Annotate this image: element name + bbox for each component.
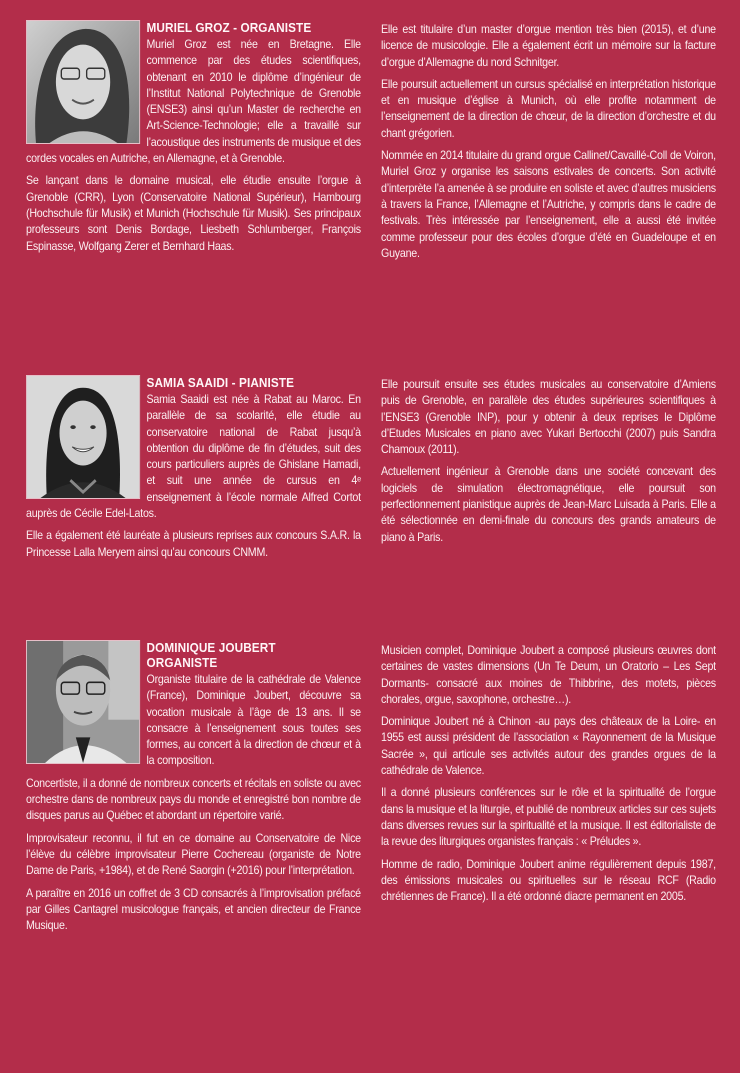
photo-samia-saaidi — [26, 375, 140, 499]
photo-dominique-joubert — [26, 640, 140, 764]
bio-paragraph: Elle poursuit ensuite ses études musicales au conservatoire d’Amiens puis de Grenoble, en parallèle des études supérieures scientifiques à l’ENSE3 (Grenoble INP), pour y obtenir à deux reprises le Diplôme d’Etudes Musicales en piano avec Yukari Bertocchi (2007) puis Sandra Chamoux (2011). — [381, 378, 716, 457]
bio-dominique-joubert-right — [381, 643, 716, 911]
bio-paragraph: Improvisateur reconnu, il fut en ce domaine au Conservatoire de Nice l’élève du célèbre improvisateur Pierre Cochereau (organiste de Notre Dame de Paris, +1984), et de René Saorgin (+2016) pour l’interprétation. — [26, 831, 361, 878]
bio-heading-line1: DOMINIQUE JOUBERT — [146, 640, 276, 655]
bio-heading-line2: ORGANISTE — [146, 655, 218, 670]
portrait-man-glasses-icon — [27, 641, 139, 763]
bio-paragraph: Elle a également été lauréate à plusieurs reprises aux concours S.A.R. la Princesse Lalla Meryem ainsi qu’au concours CNMM. — [26, 529, 361, 559]
portrait-woman-dark-hair-icon — [27, 376, 139, 498]
bio-samia-saaidi-left — [26, 375, 361, 567]
bio-paragraph: Homme de radio, Dominique Joubert anime régulièrement depuis 1987, des émissions musicales ou spirituelles sur le réseau RCF (Radio chrétiennes de France). Il a été ordonné diacre permanent en 2005. — [381, 857, 716, 904]
bio-paragraph: Samia Saaidi est née à Rabat au Maroc. En parallèle de sa scolarité, elle étudie au conservatoire national de Rabat jusqu’à obtention du diplôme de fin d’études, suit des cours particuliers auprès de Ghislane Hamadi, et suit une année de cursus en 4ᵉ enseignement à l’école normale Alfred Cortot auprès de Cécile Edel-Latos. — [26, 393, 361, 521]
bio-heading: MURIEL GROZ - ORGANISTE — [146, 20, 312, 35]
bio-dominique-joubert-left — [26, 640, 361, 940]
bio-paragraph: Actuellement ingénieur à Grenoble dans une société concevant des logiciels de simulation électromagnétique, elle poursuit son perfectionnement pianistique auprès de Jean-Marc Luisada à Paris. Elle a été sélectionnée en demi-finale du concours des grands amateurs de piano à Paris. — [381, 465, 716, 544]
bio-paragraph: Musicien complet, Dominique Joubert a composé plusieurs œuvres dont certaines de vastes dimensions (Un Te Deum, un Oratorio – Les Sept Dormants- consacré aux moines de Thibbrine, des motets, pièces chorales, orgue, saxophone, orchestre…). — [381, 644, 716, 706]
bio-paragraph: A paraître en 2016 un coffret de 3 CD consacrés à l’improvisation préfacé par Gilles Cantagrel musicologue français, et ancien directeur de France Musique. — [26, 886, 361, 933]
bio-muriel-groz-right — [381, 22, 716, 268]
bio-paragraph: Il a donné plusieurs conférences sur le rôle et la spiritualité de l’orgue dans la musique et la liturgie, et publié de nombreux articles sur ces sujets dans diverses revues sur la spiritualité et la musique. Il est éditorialiste de la revue des liturgiques organistes français : « Préludes ». — [381, 786, 716, 849]
bio-paragraph: Muriel Groz est née en Bretagne. Elle commence par des études scientifiques, obtenant en 2010 le diplôme d’ingénieur de l’Institut National Polytechnique de Grenoble (ENSE3) ainsi qu’un Master de recherche en Art-Science-Technologie; elle a travaillé sur l’acoustique des instruments de musique et des cordes vocales en Autriche, en Allemagne, et à Grenoble. — [26, 38, 361, 166]
bio-paragraph: Elle poursuit actuellement un cursus spécialisé en interprétation historique et en musique d’église à Munich, où elle profite notamment de l’enseignement de la direction de chœur, de la direction d’orchestre et du chant grégorien. — [381, 77, 716, 140]
portrait-woman-glasses-icon — [27, 21, 139, 143]
bio-paragraph: Organiste titulaire de la cathédrale de Valence (France), Dominique Joubert, découvre sa vocation musicale à l’âge de 13 ans. Il se consacre à l’enseignement sous toutes ses formes, au concert à la direction de chœur et à la composition. — [146, 673, 361, 768]
bio-paragraph: Se lançant dans le domaine musical, elle étudie ensuite l’orgue à Grenoble (CRR), Lyon (Conservatoire National Supérieur), Hambourg (Hochschule für Musik) et Munich (Hochschule für Musik). Ses principaux professeurs sont Denis Bordage, Liesbeth Schlumberger, François Espinasse, Wolfgang Zerer et Bernhard Haas. — [26, 174, 361, 253]
bio-muriel-groz-left — [26, 20, 361, 261]
photo-muriel-groz — [26, 20, 140, 144]
bio-paragraph: Nommée en 2014 titulaire du grand orgue Callinet/Cavaillé-Coll de Voiron, Muriel Groz y organise les saisons estivales de concerts. Son activité d’interprète l’a amenée à se produire en soliste et avec d’autres musiciens à travers la France, l’Allemagne et l’Autriche, y compris dans le cadre de festivals. Très intéressée par l’enseignement, elle a aussi été invitée comme professeur pour des écoles d’orgue d’été en Guadeloupe et en Guyane. — [381, 149, 716, 260]
bio-paragraph: Concertiste, il a donné de nombreux concerts et récitals en soliste ou avec orchestre dans de nombreux pays du monde et enregistré bon nombre de disques parus au Québec et abordant un répertoire varié. — [26, 776, 361, 823]
bio-paragraph: Dominique Joubert né à Chinon -au pays des châteaux de la Loire- en 1955 est aussi président de l’association « Rayonnement de la Musique Sacrée », qui articule ses activités autour des grandes orgues de la cathédrale de Valence. — [381, 715, 716, 778]
bio-samia-saaidi-right — [381, 377, 716, 552]
bio-paragraph: Elle est titulaire d’un master d’orgue mention très bien (2015), et d’une licence de musicologie. Elle a également écrit un mémoire sur la facture d’orgue d’Allemagne du nord Schnitger. — [381, 23, 716, 69]
bio-heading: SAMIA SAAIDI - PIANISTE — [146, 375, 295, 390]
